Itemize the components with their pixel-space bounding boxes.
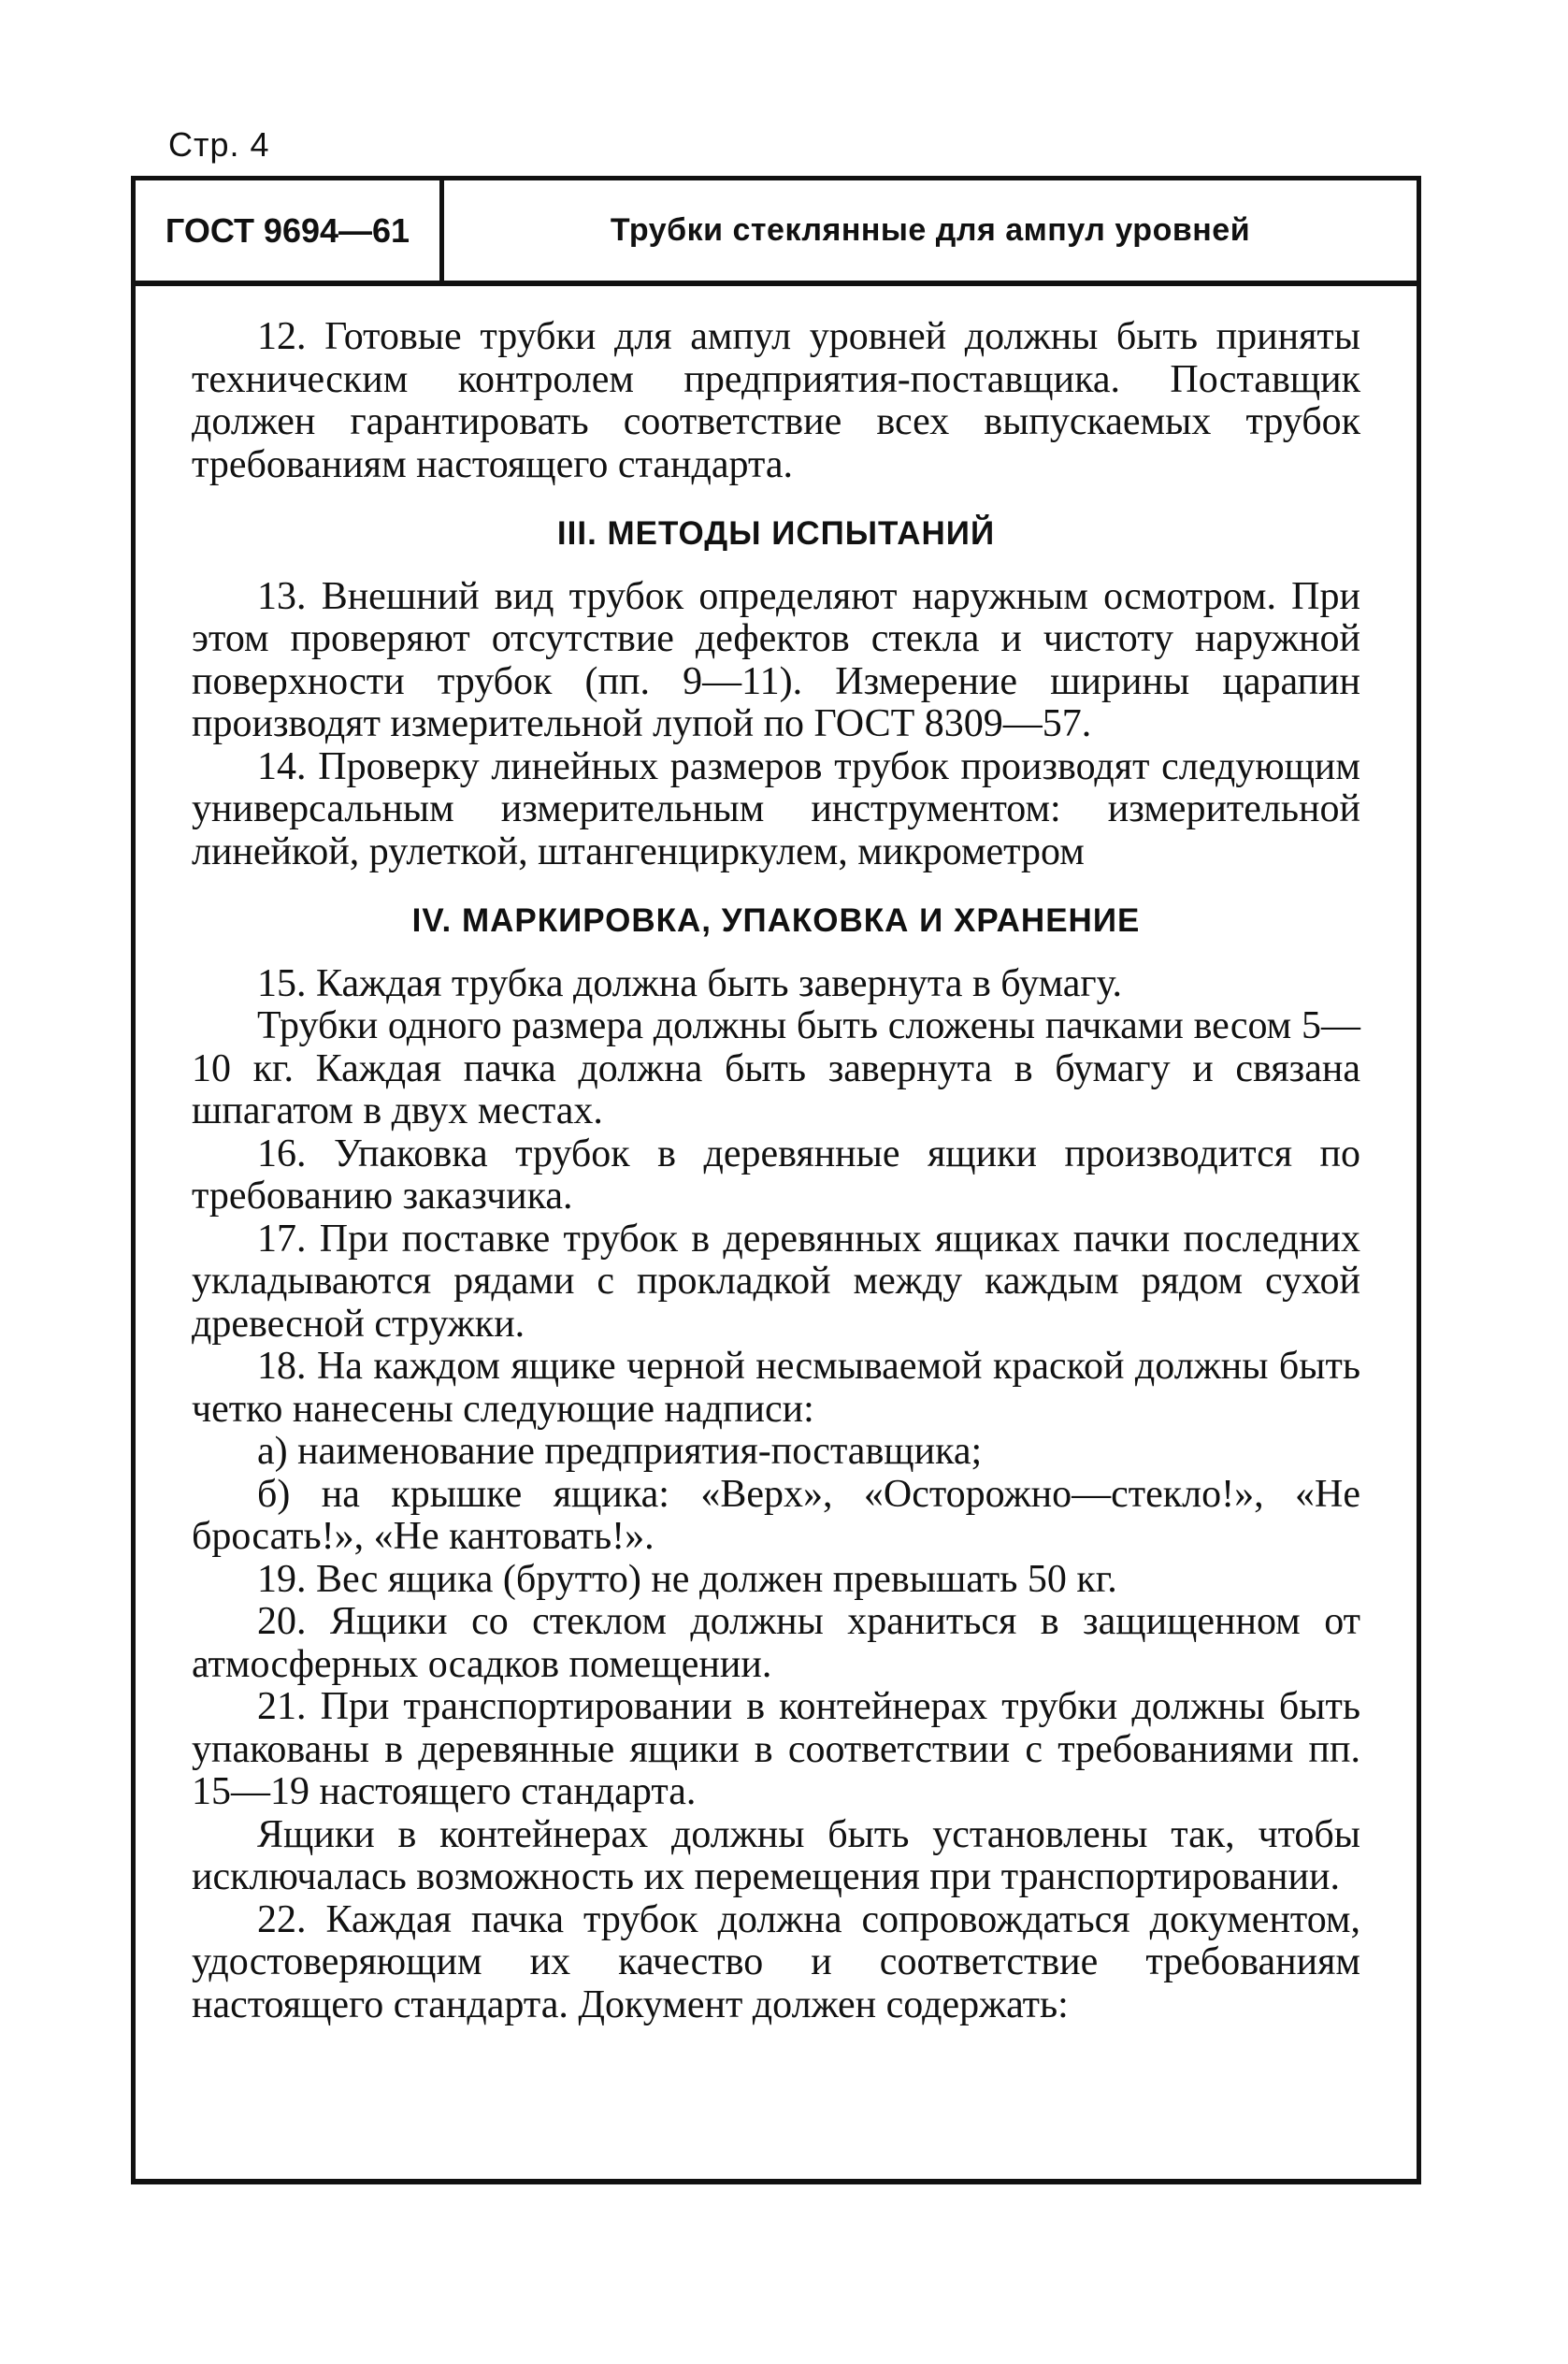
paragraph-15-continued: Трубки одного размера должны быть сложены пачками весом 5—10 кг. Каждая пачка должна быть завернута в бумагу и связана шпагатом в двух местах. — [192, 1004, 1360, 1132]
section-heading-test-methods: III. МЕТОДЫ ИСПЫТАНИЙ — [556, 515, 996, 552]
paragraph-17: 17. При поставке трубок в деревянных ящиках пачки последних укладываются рядами с прокладкой между каждым рядом сухой древесной стружки. — [192, 1217, 1360, 1346]
paragraph-21-continued: Ящики в контейнерах должны быть установлены так, чтобы исключалась возможность их перемещения при транспортировании. — [192, 1812, 1360, 1898]
paragraph-19: 19. Вес ящика (брутто) не должен превышать 50 кг. — [257, 1557, 1117, 1601]
section-heading-marking-packing: IV. МАРКИРОВКА, УПАКОВКА И ХРАНЕНИЕ — [411, 902, 1141, 939]
paragraph-18: 18. На каждом ящике черной несмываемой краской должны быть четко нанесены следующие надписи: — [192, 1345, 1360, 1431]
paragraph-22: 22. Каждая пачка трубок должна сопровождаться документом, удостоверяющим их качество и соответствие требованиям настоящего стандарта. Документ должен содержать: — [192, 1897, 1360, 2026]
paragraph-15: 15. Каждая трубка должна быть завернута в бумагу. — [257, 961, 1122, 1005]
paragraph-21: 21. При транспортировании в контейнерах трубки должны быть упакованы в деревянные ящики в соответствии с требованиями пп. 15—19 настоящего стандарта. — [192, 1685, 1360, 1813]
paragraph-13: 13. Внешний вид трубок определяют наружным осмотром. При этом проверяют отсутствие дефектов стекла и чистоту наружной поверхности трубок (пп. 9—11). Измерение ширины царапин производят измерительной лупой по ГОСТ 8309—57. — [192, 574, 1360, 745]
standard-title: Трубки стеклянные для ампул уровней — [610, 212, 1251, 248]
header-bar — [136, 176, 1417, 286]
paragraph-12: 12. Готовые трубки для ампул уровней должны быть приняты техническим контролем предприятия-поставщика. Поставщик должен гарантировать соответствие всех выпускаемых трубок требованиям настоящего стандарта. — [192, 315, 1360, 486]
paragraph-20: 20. Ящики со стеклом должны храниться в защищенном от атмосферных осадков помещении. — [192, 1600, 1360, 1686]
paragraph-18-item-a: а) наименование предприятия-поставщика; — [257, 1430, 983, 1473]
standard-code: ГОСТ 9694—61 — [136, 180, 444, 281]
document-body — [192, 316, 1360, 2026]
paragraph-14: 14. Проверку линейных размеров трубок производят следующим универсальным измерительным инструментом: измерительной линейкой, рулеткой, штангенциркулем, микрометром — [192, 744, 1360, 873]
page-number: Стр. 4 — [168, 125, 270, 164]
paragraph-18-item-b: б) на крышке ящика: «Верх», «Осторожно—стекло!», «Не бросать!», «Не кантовать!». — [192, 1472, 1360, 1558]
paragraph-16: 16. Упаковка трубок в деревянные ящики производится по требованию заказчика. — [192, 1132, 1360, 1218]
document-frame — [131, 176, 1421, 2184]
